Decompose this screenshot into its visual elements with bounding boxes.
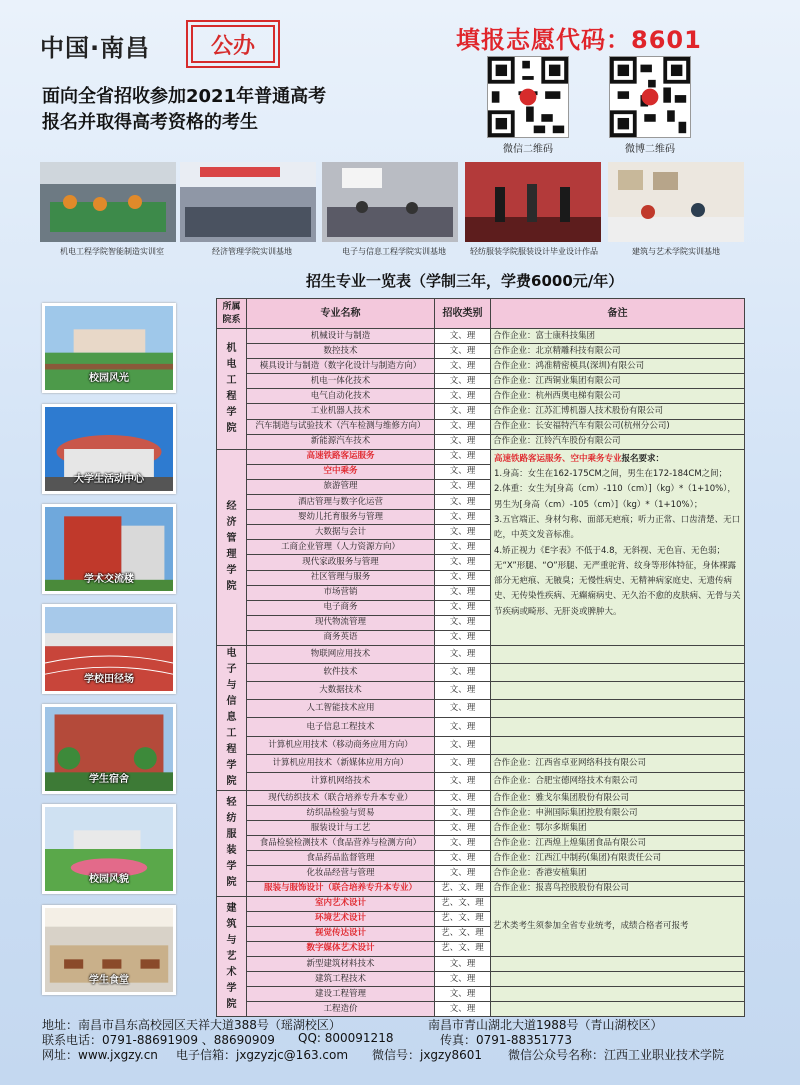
major-cell: 视觉传达设计 bbox=[247, 926, 435, 941]
note-cell: 合作企业：杭州西奥电梯有限公司 bbox=[491, 389, 745, 404]
note-cell bbox=[491, 664, 745, 682]
side-photo-label: 学生宿舍 bbox=[89, 774, 129, 785]
major-cell: 计算机网络技术 bbox=[247, 772, 435, 790]
major-cell: 机械设计与制造 bbox=[247, 329, 435, 344]
side-photo-track-field bbox=[42, 604, 176, 694]
major-cell: 建筑工程技术 bbox=[247, 972, 435, 987]
category-cell: 文、理 bbox=[435, 359, 491, 374]
note-cell: 合作企业：长安福特汽车有限公司(杭州分公司) bbox=[491, 419, 745, 434]
table-row bbox=[217, 664, 745, 682]
major-cell: 电子商务 bbox=[247, 600, 435, 615]
header-category: 招收类别 bbox=[435, 299, 491, 329]
side-photo-label: 学术交流楼 bbox=[84, 574, 134, 585]
category-cell: 文、理 bbox=[435, 682, 491, 700]
category-cell: 文、理 bbox=[435, 821, 491, 836]
major-cell: 建设工程管理 bbox=[247, 987, 435, 1002]
category-cell: 文、理 bbox=[435, 600, 491, 615]
photo-mechatronics-lab bbox=[40, 162, 176, 242]
category-cell: 文、理 bbox=[435, 718, 491, 736]
intro-line-2: 报名并取得高考资格的考生 bbox=[42, 112, 258, 133]
table-row bbox=[217, 754, 745, 772]
note-cell bbox=[491, 972, 745, 987]
wechat-qr-caption: 微信二维码 bbox=[503, 144, 553, 155]
category-cell: 文、理 bbox=[435, 790, 491, 805]
table-row bbox=[217, 866, 745, 881]
category-cell: 文、理 bbox=[435, 464, 491, 479]
major-cell: 工商企业管理（人力资源方向） bbox=[247, 540, 435, 555]
table-row bbox=[217, 790, 745, 805]
side-photo-label: 校园风貌 bbox=[89, 874, 129, 885]
note-cell: 合作企业：江西铜业集团有限公司 bbox=[491, 374, 745, 389]
photo-caption: 建筑与艺术学院实训基地 bbox=[632, 247, 720, 256]
note-cell: 合作企业：合肥宝德网络技术有限公司 bbox=[491, 772, 745, 790]
note-cell: 合作企业：江铃汽车股份有限公司 bbox=[491, 434, 745, 449]
category-cell: 文、理 bbox=[435, 987, 491, 1002]
note-cell: 合作企业：鸿准精密模具(深圳)有限公司 bbox=[491, 359, 745, 374]
art-note-cell: 艺术类考生须参加全省专业统考，成绩合格者可报考 bbox=[491, 896, 745, 956]
category-cell: 艺、文、理 bbox=[435, 896, 491, 911]
major-cell: 高速铁路客运服务 bbox=[247, 449, 435, 464]
public-badge-text: 公办 bbox=[191, 25, 275, 63]
photo-electronics-base bbox=[322, 162, 458, 242]
major-cell: 室内艺术设计 bbox=[247, 896, 435, 911]
category-cell: 文、理 bbox=[435, 570, 491, 585]
category-cell: 艺、文、理 bbox=[435, 941, 491, 956]
major-cell: 物联网应用技术 bbox=[247, 645, 435, 663]
note-cell: 合作企业：申洲国际集团控股有限公司 bbox=[491, 806, 745, 821]
table-row bbox=[217, 957, 745, 972]
major-cell: 计算机应用技术（移动商务应用方向） bbox=[247, 736, 435, 754]
table-row bbox=[217, 700, 745, 718]
category-cell: 文、理 bbox=[435, 389, 491, 404]
college-cell: 电子与信息工程学院 bbox=[217, 645, 247, 790]
category-cell: 文、理 bbox=[435, 449, 491, 464]
category-cell: 文、理 bbox=[435, 525, 491, 540]
major-cell: 机电一体化技术 bbox=[247, 374, 435, 389]
category-cell: 文、理 bbox=[435, 836, 491, 851]
category-cell: 文、理 bbox=[435, 754, 491, 772]
category-cell: 文、理 bbox=[435, 1002, 491, 1017]
table-row bbox=[217, 806, 745, 821]
table-row bbox=[217, 434, 745, 449]
photo-architecture-base bbox=[608, 162, 744, 242]
weibo-qr-code[interactable] bbox=[609, 56, 691, 138]
major-cell: 旅游管理 bbox=[247, 479, 435, 494]
category-cell: 文、理 bbox=[435, 555, 491, 570]
category-cell: 艺、文、理 bbox=[435, 926, 491, 941]
footer-address-2: 南昌市青山湖北大道1988号（青山湖校区） bbox=[428, 1018, 663, 1032]
photo-caption: 经济管理学院实训基地 bbox=[212, 247, 292, 256]
table-row bbox=[217, 404, 745, 419]
major-cell: 环境艺术设计 bbox=[247, 911, 435, 926]
application-code: 填报志愿代码：8601 bbox=[456, 26, 702, 54]
category-cell: 文、理 bbox=[435, 806, 491, 821]
note-cell: 合作企业：江西江中制药(集团)有限责任公司 bbox=[491, 851, 745, 866]
note-cell: 合作企业：江西省卓亚网络科技有限公司 bbox=[491, 754, 745, 772]
table-row bbox=[217, 881, 745, 896]
footer-website[interactable]: 网址：www.jxgzy.cn bbox=[42, 1048, 158, 1062]
table-row bbox=[217, 374, 745, 389]
table-row bbox=[217, 736, 745, 754]
major-cell: 汽车制造与试验技术（汽车检测与维修方向） bbox=[247, 419, 435, 434]
table-row bbox=[217, 836, 745, 851]
major-cell: 计算机应用技术（新媒体应用方向） bbox=[247, 754, 435, 772]
table-header-row bbox=[217, 299, 745, 329]
major-cell: 数字媒体艺术设计 bbox=[247, 941, 435, 956]
majors-table bbox=[216, 298, 745, 1017]
category-cell: 文、理 bbox=[435, 664, 491, 682]
major-cell: 大数据技术 bbox=[247, 682, 435, 700]
major-cell: 现代物流管理 bbox=[247, 615, 435, 630]
header-major: 专业名称 bbox=[247, 299, 435, 329]
college-cell: 建筑与艺术学院 bbox=[217, 896, 247, 1017]
side-photo-campus bbox=[42, 303, 176, 393]
major-cell: 市场营销 bbox=[247, 585, 435, 600]
brand-name: 中国·南昌 bbox=[40, 34, 151, 62]
side-photo-label: 校园风光 bbox=[89, 373, 129, 384]
major-cell: 人工智能技术应用 bbox=[247, 700, 435, 718]
category-cell: 文、理 bbox=[435, 700, 491, 718]
wechat-qr-code[interactable] bbox=[487, 56, 569, 138]
major-cell: 酒店管理与数字化运营 bbox=[247, 495, 435, 510]
major-cell: 新能源汽车技术 bbox=[247, 434, 435, 449]
major-cell: 商务英语 bbox=[247, 630, 435, 645]
note-cell: 合作企业：鄂尔多斯集团 bbox=[491, 821, 745, 836]
note-cell: 合作企业：江西煌上煌集团食品有限公司 bbox=[491, 836, 745, 851]
college-cell: 经济管理学院 bbox=[217, 449, 247, 645]
major-cell: 工程造价 bbox=[247, 1002, 435, 1017]
college-cell: 轻纺服装学院 bbox=[217, 790, 247, 896]
footer-wechat-public: 微信公众号名称：江西工业职业技术学院 bbox=[508, 1048, 725, 1062]
table-row bbox=[217, 682, 745, 700]
major-cell: 食品检验检测技术（食品营养与检测方向） bbox=[247, 836, 435, 851]
requirement-item: 2.体重：女生为[身高（cm）-110（cm）]（kg）*（1+10%），男生为[身高（cm）-105（cm）]（kg）*（1+10%）； bbox=[494, 484, 736, 510]
note-cell: 合作企业：雅戈尔集团股份有限公司 bbox=[491, 790, 745, 805]
category-cell: 文、理 bbox=[435, 736, 491, 754]
note-cell: 合作企业：北京精雕科技有限公司 bbox=[491, 344, 745, 359]
major-cell: 空中乘务 bbox=[247, 464, 435, 479]
footer-wechat-id: 微信号：jxgzy8601 bbox=[372, 1048, 482, 1062]
category-cell: 文、理 bbox=[435, 866, 491, 881]
category-cell: 文、理 bbox=[435, 329, 491, 344]
category-cell: 文、理 bbox=[435, 510, 491, 525]
major-cell: 食品药品监督管理 bbox=[247, 851, 435, 866]
table-row bbox=[217, 419, 745, 434]
category-cell: 文、理 bbox=[435, 957, 491, 972]
qr-code-icon bbox=[610, 57, 690, 137]
requirements-heading-red: 高速铁路客运服务、空中乘务专业 bbox=[494, 453, 622, 464]
photo-fashion-show bbox=[465, 162, 601, 242]
requirement-item: 1.身高：女生在162-175CM之间，男生在172-184CM之间； bbox=[494, 469, 728, 480]
footer-phone: 联系电话：0791-88691909 、88690909 bbox=[42, 1033, 275, 1047]
major-cell: 电气自动化技术 bbox=[247, 389, 435, 404]
side-photo-canteen bbox=[42, 905, 176, 995]
table-row bbox=[217, 1002, 745, 1017]
table-row bbox=[217, 329, 745, 344]
photo-caption: 轻纺服装学院服装设计毕业设计作品 bbox=[470, 247, 598, 256]
note-cell: 合作企业：报喜鸟控股股份有限公司 bbox=[491, 881, 745, 896]
major-cell: 社区管理与服务 bbox=[247, 570, 435, 585]
major-cell: 现代家政服务与管理 bbox=[247, 555, 435, 570]
category-cell: 文、理 bbox=[435, 630, 491, 645]
category-cell: 艺、文、理 bbox=[435, 881, 491, 896]
category-cell: 文、理 bbox=[435, 772, 491, 790]
table-row bbox=[217, 987, 745, 1002]
footer-email[interactable]: 电子信箱：jxgzyzjc@163.com bbox=[176, 1048, 349, 1062]
major-cell: 工业机器人技术 bbox=[247, 404, 435, 419]
requirement-item: 4.矫正视力《E字表》不低于4.8，无斜视、无色盲、无色弱；无“X”形腿、“O”形腿、无严重驼背、纹身等形体特征，身体裸露部分无疤痕、无腋臭；无慢性病史、无精神病家庭史、无遗传病史、无传染性疾病、无癫痫病史、无久治不愈的皮肤病、无骨与关节疾病或畸形、无肝炎或脾肿大。 bbox=[494, 545, 741, 617]
table-row bbox=[217, 972, 745, 987]
note-cell bbox=[491, 682, 745, 700]
photo-economics-base bbox=[180, 162, 316, 242]
note-cell bbox=[491, 736, 745, 754]
side-photo-campus-view bbox=[42, 804, 176, 894]
footer-qq: QQ: 800091218 bbox=[298, 1031, 394, 1045]
major-cell: 大数据与会计 bbox=[247, 525, 435, 540]
note-cell bbox=[491, 645, 745, 663]
category-cell: 文、理 bbox=[435, 540, 491, 555]
category-cell: 文、理 bbox=[435, 615, 491, 630]
side-photo-dormitory bbox=[42, 704, 176, 794]
category-cell: 文、理 bbox=[435, 495, 491, 510]
header-note: 备注 bbox=[491, 299, 745, 329]
note-cell: 合作企业：富士康科技集团 bbox=[491, 329, 745, 344]
major-cell: 新型建筑材料技术 bbox=[247, 957, 435, 972]
category-cell: 文、理 bbox=[435, 479, 491, 494]
college-cell: 机电工程学院 bbox=[217, 329, 247, 450]
category-cell: 文、理 bbox=[435, 645, 491, 663]
major-cell: 电子信息工程技术 bbox=[247, 718, 435, 736]
table-row bbox=[217, 821, 745, 836]
major-cell: 纺织品检验与贸易 bbox=[247, 806, 435, 821]
photo-caption: 机电工程学院智能制造实训室 bbox=[60, 247, 164, 256]
table-row bbox=[217, 896, 745, 911]
note-cell bbox=[491, 718, 745, 736]
photo-caption: 电子与信息工程学院实训基地 bbox=[342, 247, 446, 256]
category-cell: 文、理 bbox=[435, 851, 491, 866]
header-college: 所属院系 bbox=[217, 299, 247, 329]
category-cell: 艺、文、理 bbox=[435, 911, 491, 926]
major-cell: 模具设计与制造（数字化设计与制造方向） bbox=[247, 359, 435, 374]
note-cell: 合作企业：香港安植集团 bbox=[491, 866, 745, 881]
public-badge bbox=[186, 20, 280, 68]
note-cell bbox=[491, 1002, 745, 1017]
category-cell: 文、理 bbox=[435, 374, 491, 389]
category-cell: 文、理 bbox=[435, 344, 491, 359]
footer-fax: 传真：0791-88351773 bbox=[440, 1033, 572, 1047]
note-cell bbox=[491, 987, 745, 1002]
side-photo-academic-building bbox=[42, 504, 176, 594]
note-cell: 合作企业：江苏汇博机器人技术股份有限公司 bbox=[491, 404, 745, 419]
side-photo-student-center bbox=[42, 404, 176, 494]
requirement-item: 3.五官端正、身材匀称、面部无疤痕；听力正常、口齿清楚、无口吃，中英文发音标准。 bbox=[494, 514, 741, 541]
category-cell: 文、理 bbox=[435, 972, 491, 987]
category-cell: 文、理 bbox=[435, 404, 491, 419]
major-cell: 服装设计与工艺 bbox=[247, 821, 435, 836]
table-row bbox=[217, 449, 745, 464]
note-cell bbox=[491, 700, 745, 718]
table-row bbox=[217, 718, 745, 736]
category-cell: 文、理 bbox=[435, 434, 491, 449]
table-row bbox=[217, 772, 745, 790]
side-photo-label: 大学生活动中心 bbox=[74, 474, 144, 485]
major-cell: 服装与服饰设计（联合培养专升本专业） bbox=[247, 881, 435, 896]
table-row bbox=[217, 851, 745, 866]
major-cell: 婴幼儿托育服务与管理 bbox=[247, 510, 435, 525]
note-cell bbox=[491, 957, 745, 972]
requirements-heading-black: 报名要求： bbox=[621, 453, 665, 464]
table-row bbox=[217, 359, 745, 374]
table-row bbox=[217, 645, 745, 663]
category-cell: 文、理 bbox=[435, 585, 491, 600]
category-cell: 文、理 bbox=[435, 419, 491, 434]
footer-address: 地址：南昌市昌东高校园区天祥大道388号（瑶湖校区） bbox=[42, 1018, 341, 1032]
qr-code-icon bbox=[488, 57, 568, 137]
major-cell: 现代纺织技术（联合培养专升本专业） bbox=[247, 790, 435, 805]
table-title: 招生专业一览表（学制三年，学费6000元/年） bbox=[306, 272, 624, 290]
side-photo-label: 学校田径场 bbox=[84, 674, 134, 685]
weibo-qr-caption: 微博二维码 bbox=[625, 144, 675, 155]
intro-line-1: 面向全省招收参加2021年普通高考 bbox=[42, 86, 327, 107]
major-cell: 化妆品经营与管理 bbox=[247, 866, 435, 881]
table-row bbox=[217, 344, 745, 359]
major-cell: 软件技术 bbox=[247, 664, 435, 682]
table-row bbox=[217, 389, 745, 404]
major-cell: 数控技术 bbox=[247, 344, 435, 359]
requirements-heading bbox=[494, 452, 741, 467]
side-photo-label: 学生食堂 bbox=[89, 975, 129, 986]
requirements-cell bbox=[491, 449, 745, 645]
